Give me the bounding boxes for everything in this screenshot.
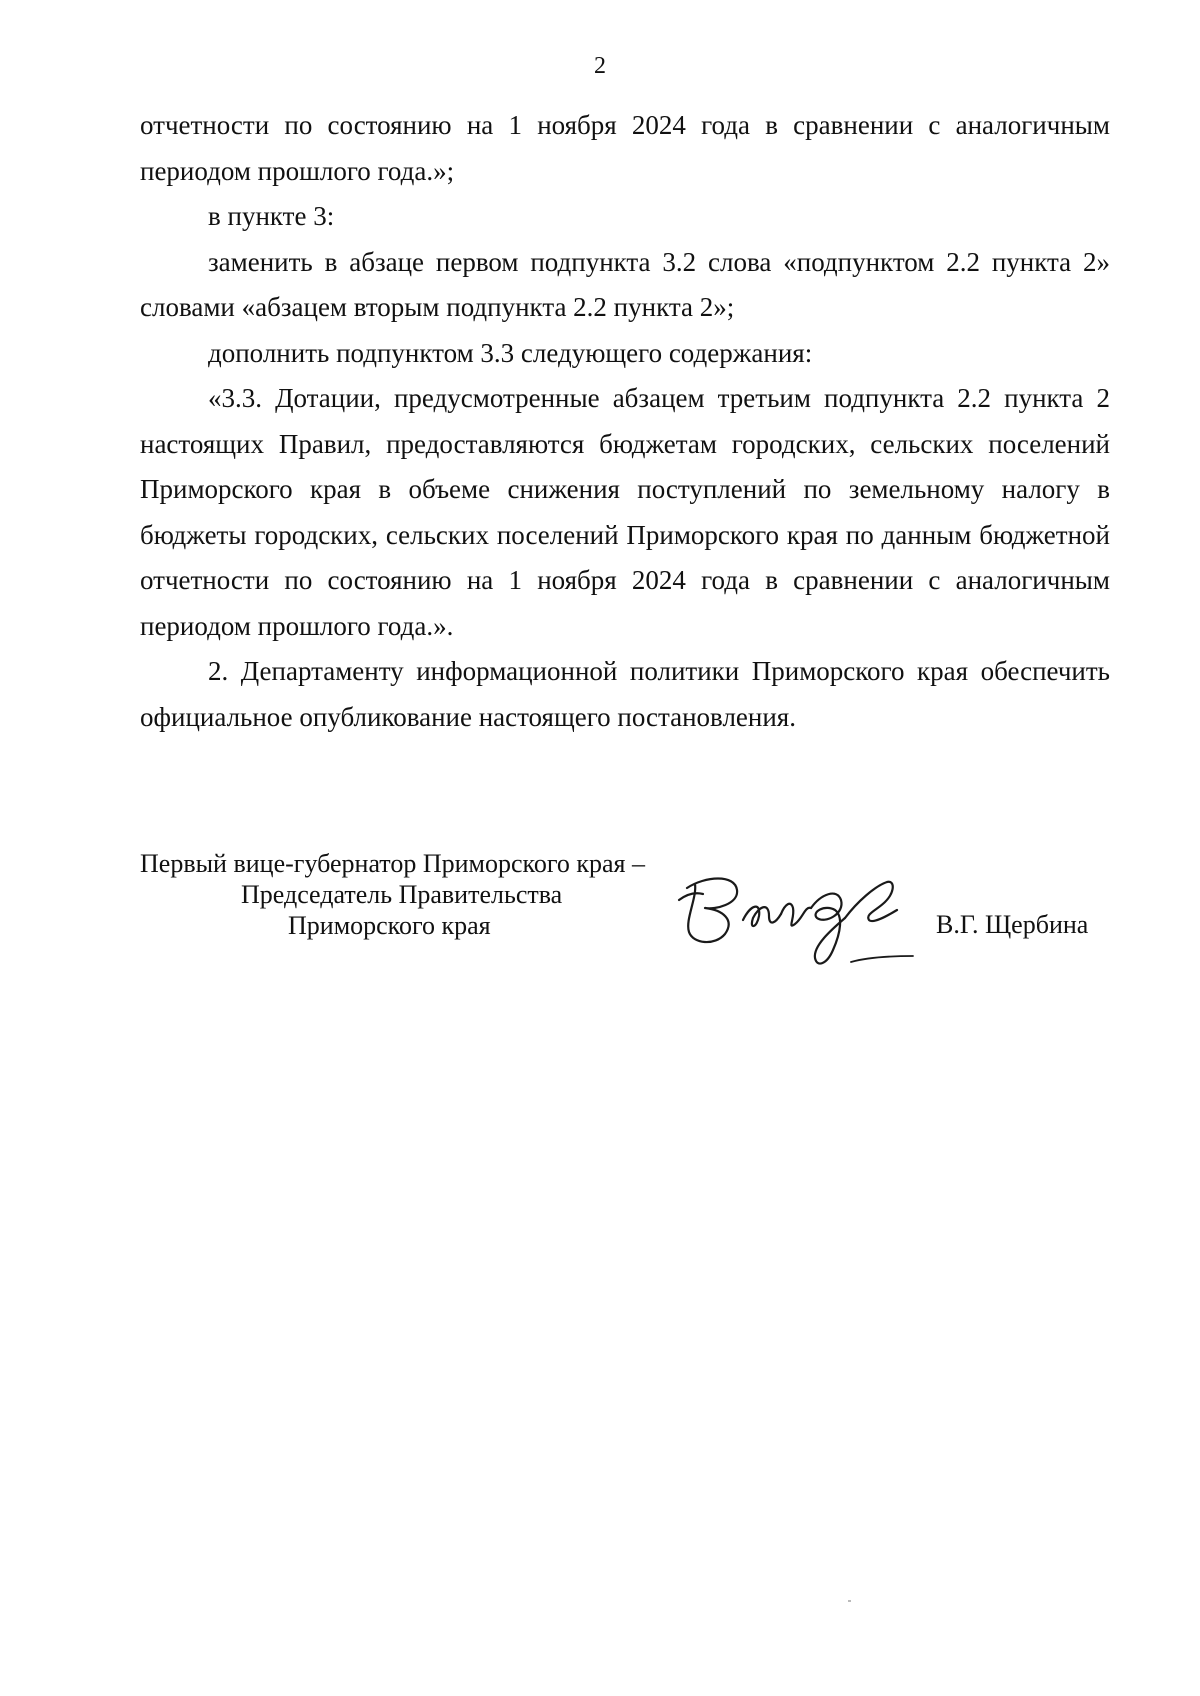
document-body <box>140 103 1110 740</box>
paragraph-replace-words: заменить в абзаце первом подпункта 3.2 слова «подпунктом 2.2 пункта 2» словами «абзацем вторым подпункта 2.2 пункта 2»; <box>140 246 1110 322</box>
paragraph-continuation: отчетности по состоянию на 1 ноября 2024 года в сравнении с аналогичным периодом прошлого года.»; <box>140 110 1110 186</box>
paragraph-add-subpoint: дополнить подпунктом 3.3 следующего содержания: <box>208 337 813 368</box>
signatory-title <box>140 848 645 941</box>
handwritten-signature-icon <box>665 858 915 976</box>
scan-dot <box>848 1600 851 1602</box>
page-number: 2 <box>594 53 606 79</box>
signatory-title-line-3: Приморского края <box>288 911 491 940</box>
signatory-title-line-2: Председатель Правительства <box>241 880 563 909</box>
signer-name: В.Г. Щербина <box>936 910 1089 939</box>
signatory-title-line-1: Первый вице-губернатор Приморского края – <box>140 849 645 878</box>
paragraph-point-3: в пункте 3: <box>208 201 335 231</box>
paragraph-item-2: 2. Департаменту информационной политики Приморского края обеспечить официальное опубликование настоящего постановления. <box>140 656 1110 732</box>
paragraph-subpoint-3-3: «3.3. Дотации, предусмотренные абзацем третьим подпункта 2.2 пункта 2 настоящих Правил, предоставляются бюджетам городских, сельских поселений Приморского края в объеме снижения поступлений по земельному налогу в бюджеты городских, сельских поселений Приморского края по данным бюджетной отчетности по состоянию на 1 ноября 2024 года в сравнении с аналогичным периодом прошлого года.». <box>140 383 1110 641</box>
